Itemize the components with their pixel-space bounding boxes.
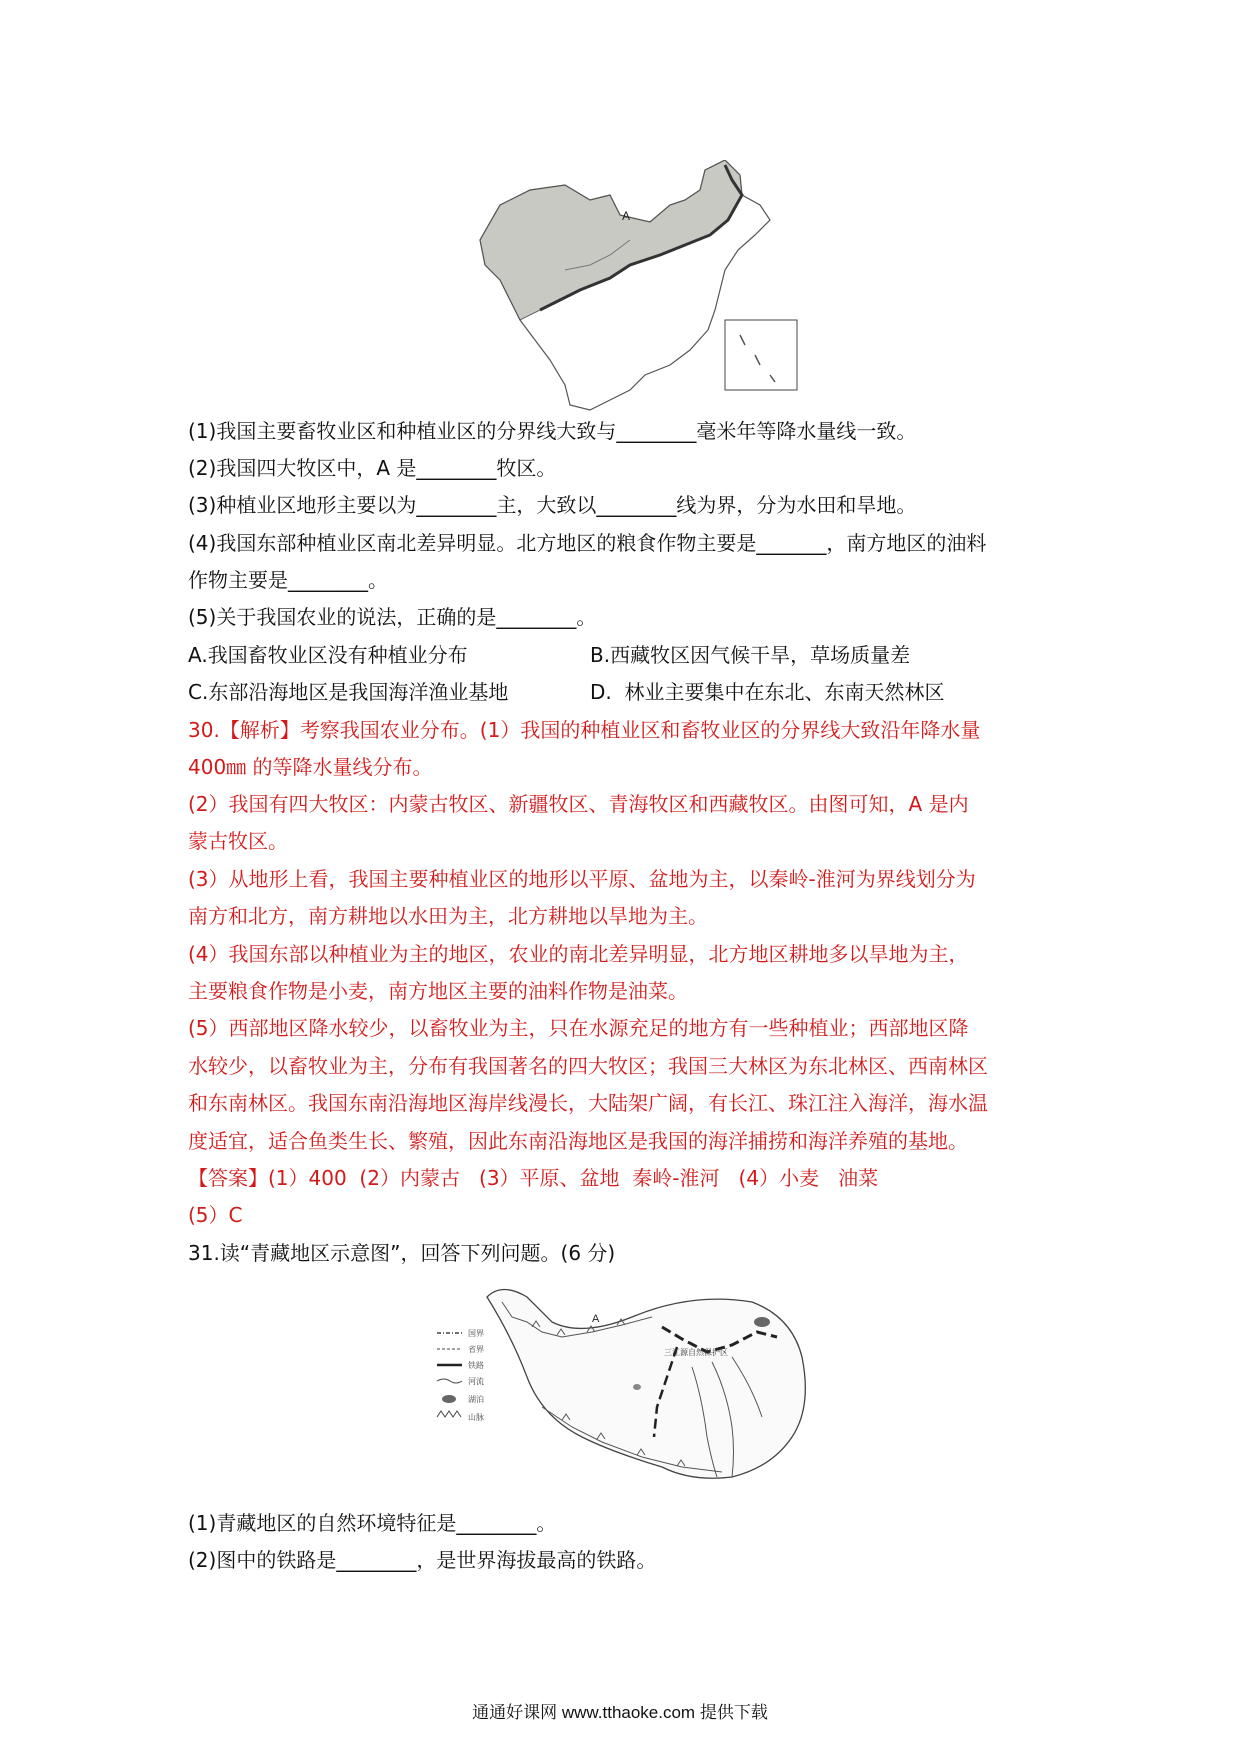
- analysis-line-3: (2）我国有四大牧区：内蒙古牧区、新疆牧区、青海牧区和西藏牧区。由图可知，A 是内: [188, 792, 969, 816]
- option-c: C.东部沿海地区是我国海洋渔业基地: [188, 680, 509, 704]
- q30-1: (1)我国主要畜牧业区和种植业区的分界线大致与________毫米年等降水量线一致。: [188, 419, 917, 443]
- analysis-line-7: (4）我国东部以种植业为主的地区，农业的南北差异明显，北方地区耕地多以旱地为主，: [188, 942, 969, 966]
- legend-label-1: 省界: [468, 1345, 484, 1354]
- map2-legend: [437, 1329, 484, 1422]
- map2-label-a: A: [592, 1313, 600, 1325]
- analysis-line-9: (5）西部地区降水较少，以畜牧业为主，只在水源充足的地方有一些种植业；西部地区降: [188, 1016, 969, 1040]
- q30-5: (5)关于我国农业的说法，正确的是________。: [188, 605, 597, 629]
- legend-label-5: 山脉: [468, 1413, 484, 1422]
- answer-line-1: 【答案】(1）400 (2）内蒙古 (3）平原、盆地 秦岭-淮河 (4）小麦 油菜: [188, 1166, 879, 1190]
- china-agriculture-map: [470, 160, 800, 412]
- analysis-line-10: 水较少，以畜牧业为主，分布有我国著名的四大牧区；我国三大林区为东北林区、西南林区: [188, 1054, 988, 1078]
- analysis-line-11: 和东南林区。我国东南沿海地区海岸线漫长，大陆架广阔，有长江、珠江注入海洋，海水温: [188, 1091, 988, 1115]
- option-d: D. 林业主要集中在东北、东南天然林区: [590, 680, 945, 704]
- analysis-line-12: 度适宜，适合鱼类生长、繁殖，因此东南沿海地区是我国的海洋捕捞和海洋养殖的基地。: [188, 1129, 968, 1153]
- analysis-line-8: 主要粮食作物是小麦，南方地区主要的油料作物是油菜。: [188, 979, 688, 1003]
- analysis-line-6: 南方和北方，南方耕地以水田为主，北方耕地以旱地为主。: [188, 904, 708, 928]
- lake-small: [633, 1384, 641, 1390]
- map2-region-label: 三江源自然保护区: [664, 1348, 728, 1357]
- lake-qinghai: [754, 1317, 770, 1327]
- option-a: A.我国畜牧业区没有种植业分布: [188, 643, 468, 667]
- map1-label-a: A: [622, 209, 631, 223]
- region-outline: [487, 1290, 805, 1479]
- legend-label-0: 国界: [468, 1329, 484, 1338]
- analysis-line-1: 30.【解析】考察我国农业分布。(1）我国的种植业区和畜牧业区的分界线大致沿年降水量: [188, 718, 981, 742]
- q31-title: 31.读“青藏地区示意图”，回答下列问题。(6 分): [188, 1241, 616, 1265]
- legend-label-4: 湖泊: [468, 1395, 484, 1404]
- answer-line-2: (5）C: [188, 1203, 243, 1227]
- analysis-line-2: 400㎜ 的等降水量线分布。: [188, 755, 433, 779]
- legend-label-3: 河流: [468, 1377, 484, 1386]
- south-sea-inset: [725, 320, 797, 390]
- qinghai-tibet-map: [432, 1277, 837, 1497]
- analysis-line-5: (3）从地形上看，我国主要种植业区的地形以平原、盆地为主，以秦岭-淮河为界线划分为: [188, 867, 976, 891]
- legend-label-2: 铁路: [468, 1361, 484, 1370]
- q30-4a: (4)我国东部种植业区南北差异明显。北方地区的粮食作物主要是_______，南方地区的油料: [188, 531, 987, 555]
- analysis-line-4: 蒙古牧区。: [188, 829, 288, 853]
- q30-2: (2)我国四大牧区中，A 是________牧区。: [188, 456, 557, 480]
- q31-1: (1)青藏地区的自然环境特征是________。: [188, 1511, 557, 1535]
- q30-4b: 作物主要是________。: [188, 568, 388, 592]
- footer-text: 通通好课网 www.tthaoke.com 提供下载: [472, 1703, 768, 1722]
- pastoral-region-shading: [480, 160, 742, 320]
- q30-3: (3)种植业区地形主要以为________主，大致以________线为界，分为水田和旱地。: [188, 493, 917, 517]
- q31-2: (2)图中的铁路是________，是世界海拔最高的铁路。: [188, 1548, 657, 1572]
- option-b: B.西藏牧区因气候干旱，草场质量差: [590, 643, 911, 667]
